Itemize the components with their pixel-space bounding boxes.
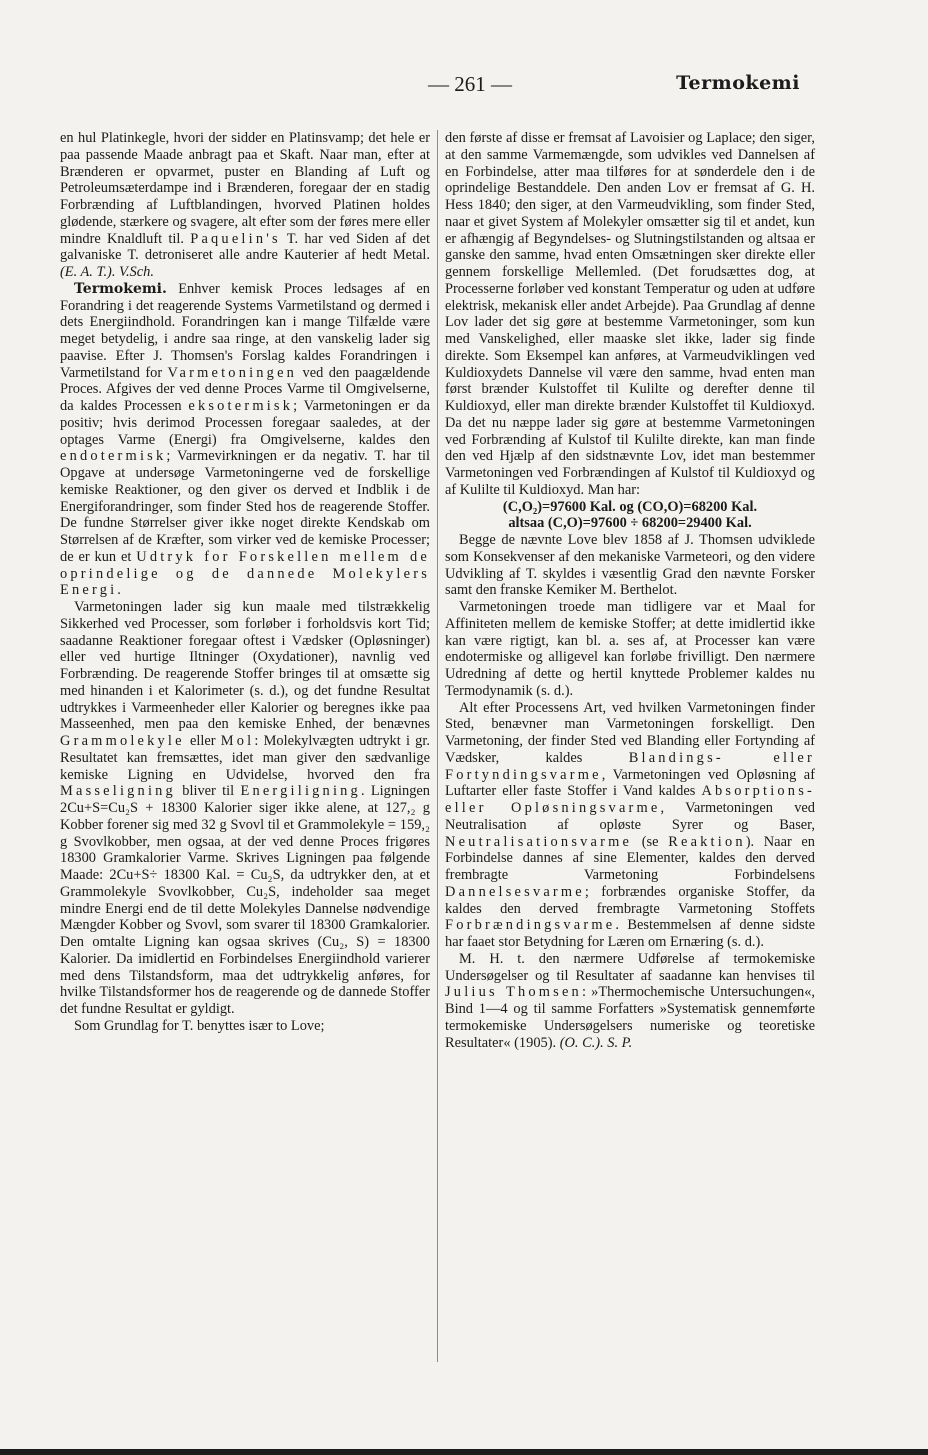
entry-headword: Termokemi. [74,280,167,297]
scan-edge [0,1449,928,1455]
paragraph-litteratur: M. H. t. den nærmere Udførelse af termokemiske Undersøgelser og til Resultater af saadanne kan henvises til Julius Thomsen: »Thermochemische Untersuchungen«, Bind 1—4 og til samme Forfatters »Systematisk gennemførte termokemiske Undersøgelsers numeriske og teoretiske Resultater« (1905). (O. C.). S. P. [445,950,815,1051]
formula-line-2: altsaa (C,O)=97600 ÷ 68200=29400 Kal. [508,515,752,532]
paragraph-affinitet: Varmetoningen troede man tidligere var et Maal for Affiniteten mellem de kemiske Stoffer; at dette imidlertid ikke kan være rigtigt, kan bl. a. ses af, at Processer kan være endotermiske og alligevel kan forløbe frivilligt. Den nærmere Udredning af dette og hertil knyttede Problemer kaldes nu Termodynamik (s. d.). [445,599,815,699]
page-number: — 261 — [428,72,512,96]
paragraph-love: den første af disse er fremsat af Lavoisier og Laplace; den siger, at den samme Varmemængde, som udvikles ved Dannelsen af en Forbindelse, atter maa tilføres for at sønderdele den i de oprindelige Bestanddele. Den anden Lov er fremsat af G. H. Hess 1840; den siger, at den Varmeudvikling, som finder Sted, naar et givet System af Molekyler omsætter sig til et andet, kun er afhængig af Begyndelses- og Slutningstilstanden og altsaa er ganske den samme, hvad enten Omsætningen sker direkte eller gennem forskellige Mellemled. (Det forudsættes dog, at Processerne forløber ved konstant Temperatur og uden at udføre elektrisk, mekanisk eller andet Arbejde). Paa Grundlag af denne Lov lader det sig gøre at bestemme Varmetoninger, som kun med Vanskelighed, eller maaske slet ikke, lader sig finde direkte. Som Eksempel kan anføres, at Varmeudviklingen ved Kuldioxydets Dannelse vil være den samme, hvad enten man først brænder Kulstoffet til Kulilte og derefter denne til Kuldioxyd, eller man direkte brænder Kulstoffet til Kuldioxyd. Da det nu næppe lader sig gøre at bestemme Varmetoningen ved Forbrænding af Kulstof til Kulilte direkte, kan man finde den ved Hjælp af den sidstnævnte Lov, idet man bestemmer Varmetoningen ved Forbrændingen af Kulstof til Kuldioxyd og af Kulilte til Kuldioxyd. Man har: [445,130,815,498]
running-title: Termokemi [676,72,800,94]
column-divider [437,130,438,1362]
author-signature: (O. C.). S. P. [559,1034,633,1051]
formula-line-1: (C,O₂)=97600 Kal. og (CO,O)=68200 Kal. [502,498,758,515]
left-column [60,130,430,1035]
paragraph-termokemi-intro: Termokemi. Enhver kemisk Proces ledsages af en Forandring i det reagerende Systems Varmetilstand og dermed i dets Energiindhold. Forandringen kan i mange Tilfælde være meget betydelig, i andre saa ringe, at den vanskelig lader sig paavise. Efter J. Thomsen's Forslag kaldes Forandringen i Varmetilstand for Varmetoningen ved den paagældende Proces. Afgives der ved denne Proces Varme til Omgivelserne, da kaldes Processen eksotermisk; Varmetoningen er da positiv; hvis derimod Processen foregaar saaledes, at der optages Varme (Energi) fra Omgivelserne, kaldes den endotermisk; Varmevirkningen er da negativ. T. har til Opgave at undersøge Varmetoningerne ved de forskellige kemiske Reaktioner, og den giver os derved et Indblik i de Energiforandringer, som finder Sted hos de reagerende Stoffer. De fundne Størrelser giver ikke noget direkte Kendskab om Størrelsen af de Kræfter, som virker ved de kemiske Processer; de er kun et Udtryk for Forskellen mellem de oprindelige og de dannede Molekylers Energi. [60,280,430,599]
paragraph-varmeformer: Alt efter Processens Art, ved hvilken Varmetoningen finder Sted, benævner man Varmetoningen forskelligt. Den Varmetoning, der finder Sted ved Blanding eller Fortynding af Vædsker, kaldes Blandings- eller Fortyndingsvarme, Varmetoningen ved Opløsning af Luftarter eller faste Stoffer i Vand kaldes Absorptions- eller Opløsningsvarme, Varmetoningen ved Neutralisation af opløste Syrer og Baser, Neutralisationsvarme (se Reaktion). Naar en Forbindelse dannes af sine Elementer, kaldes den derved frembragte Varmetoning Forbindelsens Dannelsesvarme; forbrændes organiske Stoffer, da kaldes den derved frembragte Varmetoning Stoffets Forbrændingsvarme. Bestemmelsen af denne sidste har faaet stor Betydning for Læren om Ernæring (s. d.). [445,699,815,950]
paragraph-kalorimeter: Varmetoningen lader sig kun maale med tilstrækkelig Sikkerhed ved Processer, som forløber i forholdsvis kort Tid; saadanne Reaktioner foregaar oftest i Vædsker (Opløsninger) eller ved hurtige Iltninger (Oxydationer), navnlig ved Forbrænding. De reagerende Stoffer bringes til at omsætte sig med hinanden i et Kalorimeter (s. d.), og det fundne Resultat udtrykkes i Varmeenheder eller Kalorier og beregnes ikke paa Masseenhed, men paa den kemiske Enhed, der benævnes Grammolekyle eller Mol: Molekylvægten udtrykt i gr. Resultatet kan fremsættes, idet man giver den sædvanlige kemiske Ligning en Udvidelse, hvorved den fra Masseligning bliver til Energiligning. Ligningen 2Cu+S=Cu₂S + 18300 Kalorier siger ikke alene, at 127,₂ g Kobber forener sig med 32 g Svovl til et Grammolekyle = 159,₂ g Svovlkobber, men ogsaa, at der ved denne Proces frigøres 18300 Gramkalorier Varme. Skrives Ligningen paa følgende Maade: 2Cu+S÷ 18300 Kal. = Cu₂S, da udtrykker den, at et Grammolekyle Svovlkobber, Cu₂S, indeholder saa meget mindre Energi end de til dette Molekyles Dannelse nødvendige Mængder Kobber og Svovl, som svarer til 18300 Gramkalorier. Den omtalte Ligning kan ogsaa skrives (Cu₂, S) = 18300 Kalorier. Da imidlertid en Forbindelses Energiindhold varierer med dens Tilstandsform, maa det udtrykkelig anføres, for hvilke Tilstandsformer hos de reagerende og de dannede Stoffer det fundne Resultat er gyldigt. [60,599,430,1017]
paragraph-grundlag: Som Grundlag for T. benyttes især to Love; [74,1017,325,1034]
right-column [445,130,815,1051]
page-header [60,72,800,106]
author-signature: (E. A. T.). V.Sch. [60,264,154,280]
paragraph-kauter-end: en hul Platinkegle, hvori der sidder en Platinsvamp; det hele er paa passende Maade anbragt paa et Skaft. Naar man, efter at Brænderen er opvarmet, puster en Blanding af Luft og Petroleumsæterdampe ind i Brænderen, foregaar der en stadig Forbrænding af Luftblandingen, hvorved Platinen holdes glødende, stærkere og svagere, alt efter som der føres mere eller mindre Knaldluft til. Paquelin's T. har ved Siden af det galvaniske T. detroniseret alle andre Kauterier af hedt Metal. (E. A. T.). V.Sch. [60,130,431,280]
paragraph-thomsen: Begge de nævnte Love blev 1858 af J. Thomsen udviklede som Konsekvenser af den mekaniske Varmeteori, og den videre Udvikling af T. skyldes i væsentlig Grad den nævnte Forsker samt den franske Kemiker M. Berthelot. [445,532,815,599]
